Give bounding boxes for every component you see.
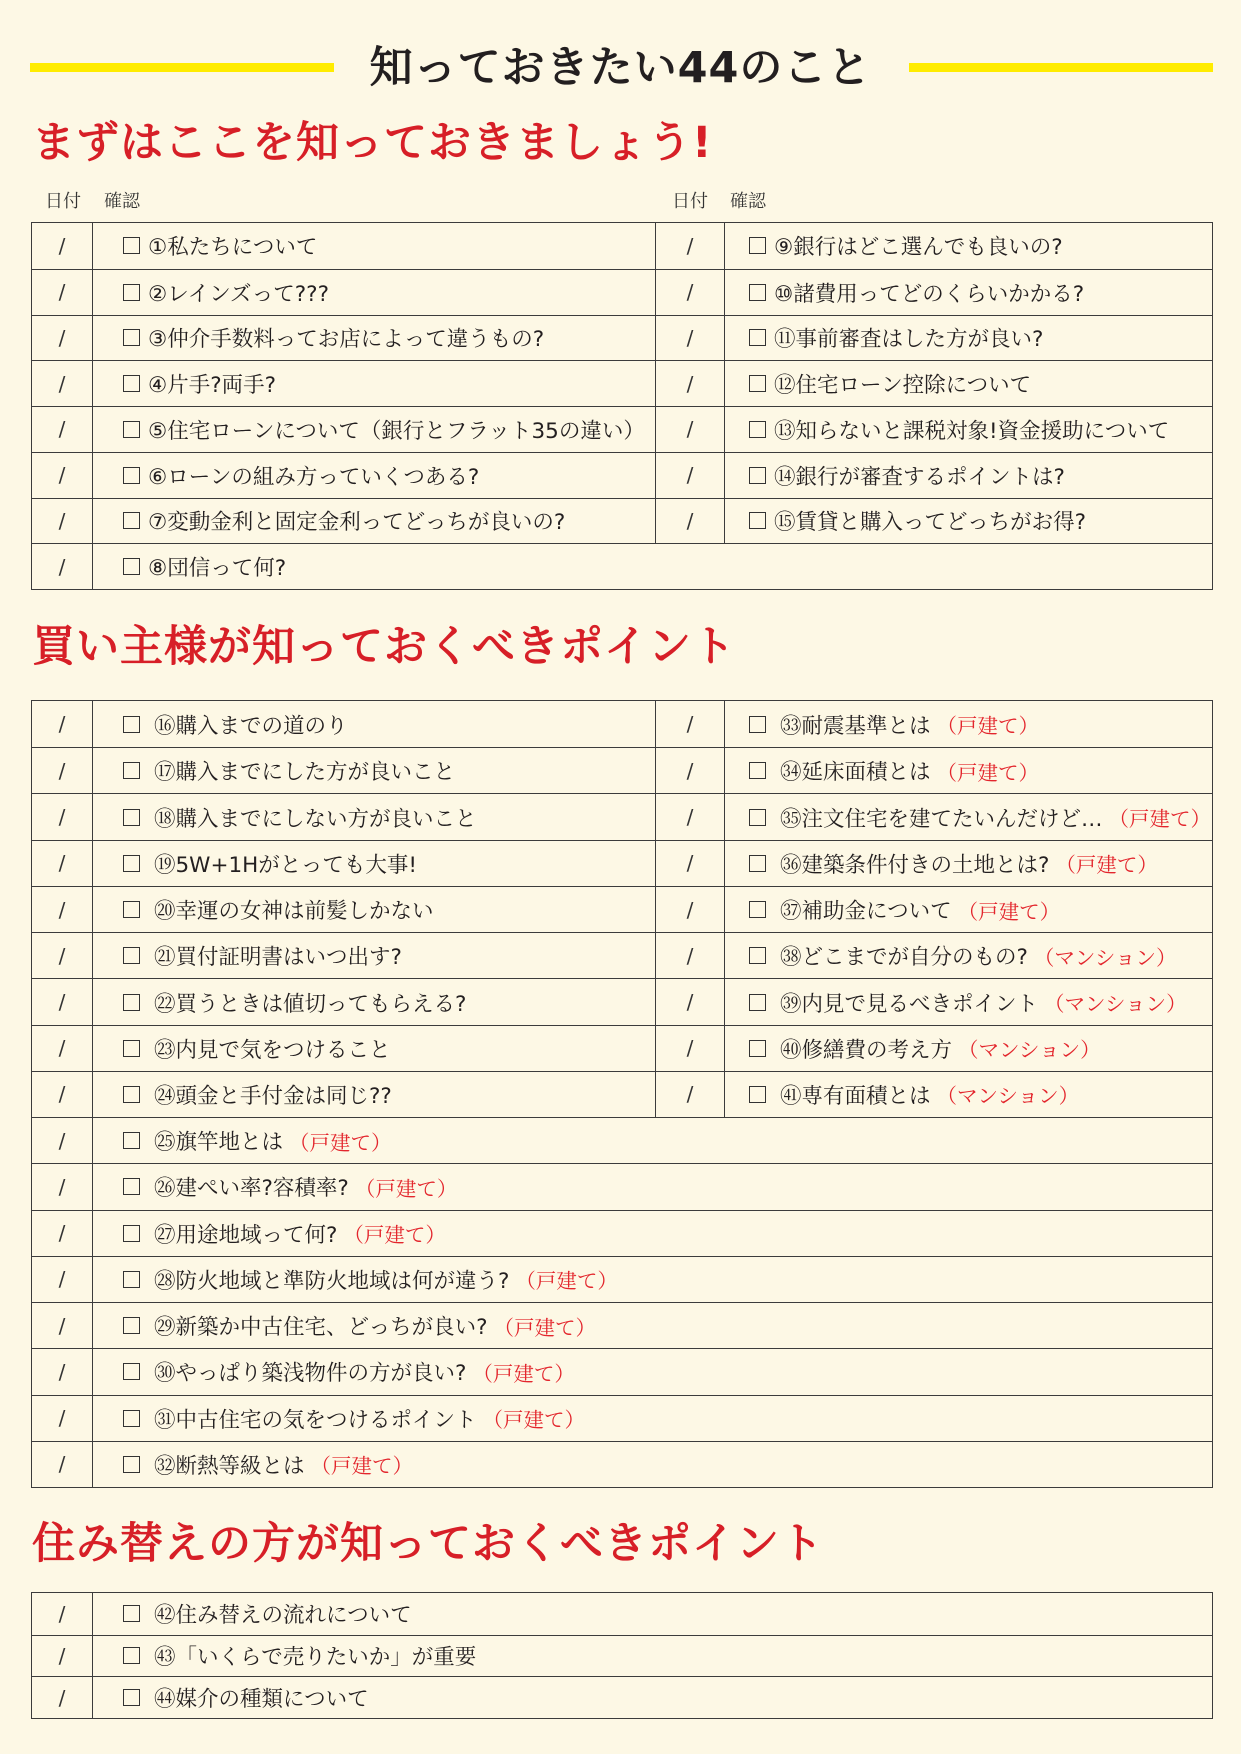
date-cell <box>32 1303 93 1348</box>
date-cell <box>32 887 93 932</box>
item-label: ㊹媒介の種類について <box>154 1687 369 1713</box>
item-label: ㊵修繕費の考え方 <box>780 1037 953 1063</box>
date-cell <box>656 701 725 747</box>
checklist-item <box>93 499 656 544</box>
date-cell <box>32 1026 93 1071</box>
date-slash: / <box>58 233 66 258</box>
date-slash: / <box>686 325 694 350</box>
date-slash: / <box>58 1685 66 1710</box>
checkbox[interactable] <box>749 237 766 254</box>
item-label: ㉚やっぱり築浅物件の方が良い? <box>154 1361 467 1387</box>
checklist-item <box>93 407 656 452</box>
checklist-row <box>32 452 1212 498</box>
item-label: ㉝耐震基準とは <box>780 713 931 739</box>
item-label: ⑦変動金利と固定金利ってどっちが良いの? <box>148 510 566 536</box>
property-type-tag: （戸建て） <box>1055 853 1158 878</box>
item-label: ㉔頭金と手付金は同じ?? <box>154 1083 392 1109</box>
date-slash: / <box>58 1267 66 1292</box>
date-cell <box>32 361 93 406</box>
item-label: ⑩諸費用ってどのくらいかかる? <box>774 281 1085 307</box>
date-column-label: 日付 <box>45 191 81 212</box>
checklist-row <box>32 1025 1212 1071</box>
date-cell <box>656 933 725 978</box>
checklist-row <box>32 1163 1212 1209</box>
item-label: ㉟注文住宅を建てたいんだけど… <box>780 806 1103 832</box>
date-slash: / <box>58 508 66 533</box>
date-slash: / <box>686 1036 694 1061</box>
date-cell <box>32 1677 93 1718</box>
checklist-row <box>32 747 1212 793</box>
checklist-row <box>32 269 1212 315</box>
item-label: ㊴内見で見るべきポイント <box>780 991 1039 1017</box>
checkbox[interactable] <box>123 1647 140 1664</box>
checklist-item <box>725 794 1212 839</box>
checklist-item <box>93 1211 1212 1256</box>
checkbox[interactable] <box>749 901 766 918</box>
item-label: ㉞延床面積とは <box>780 760 931 786</box>
checkbox[interactable] <box>749 284 766 301</box>
check-column-label: 確認 <box>730 191 766 212</box>
date-cell <box>32 407 93 452</box>
checkbox[interactable] <box>123 1363 140 1380</box>
date-slash: / <box>686 990 694 1015</box>
checkbox[interactable] <box>123 762 140 779</box>
date-slash: / <box>686 371 694 396</box>
checklist-item <box>93 1349 1212 1394</box>
checklist-item <box>93 701 656 747</box>
checkbox[interactable] <box>749 994 766 1011</box>
checklist-row <box>32 315 1212 361</box>
checklist-item <box>93 841 656 886</box>
item-label: ⑲5W+1Hがとっても大事! <box>154 852 417 878</box>
item-label: ②レインズって??? <box>148 281 330 307</box>
date-column-label: 日付 <box>672 191 708 212</box>
date-slash: / <box>58 943 66 968</box>
checklist-row <box>32 1635 1212 1677</box>
date-slash: / <box>686 712 694 737</box>
checklist-item <box>725 887 1212 932</box>
checkbox[interactable] <box>749 512 766 529</box>
date-slash: / <box>58 1036 66 1061</box>
date-slash: / <box>58 1221 66 1246</box>
checkbox[interactable] <box>749 716 766 733</box>
checklist-row <box>32 978 1212 1024</box>
date-slash: / <box>686 463 694 488</box>
checklist-item <box>725 841 1212 886</box>
date-slash: / <box>58 371 66 396</box>
date-cell <box>32 1164 93 1209</box>
checklist-row <box>32 406 1212 452</box>
property-type-tag: （マンション） <box>1044 992 1187 1017</box>
checkbox[interactable] <box>123 1689 140 1706</box>
checklist-item <box>93 1026 656 1071</box>
checklist-table-relocation <box>31 1592 1213 1719</box>
checkbox[interactable] <box>749 809 766 826</box>
date-cell <box>656 270 725 315</box>
checkbox[interactable] <box>123 1456 140 1473</box>
checklist-item <box>93 1442 1212 1487</box>
checklist-item <box>725 748 1212 793</box>
property-type-tag: （戸建て） <box>493 1315 596 1340</box>
date-cell <box>32 1257 93 1302</box>
checklist-item <box>93 1396 1212 1441</box>
date-cell <box>32 1442 93 1487</box>
checkbox[interactable] <box>123 1086 140 1103</box>
date-cell <box>32 1118 93 1163</box>
date-slash: / <box>58 712 66 737</box>
checkbox[interactable] <box>749 375 766 392</box>
item-label: ⑥ローンの組み方っていくつある? <box>148 464 480 490</box>
checkbox[interactable] <box>123 421 140 438</box>
section-heading-relocation: 住み替えの方が知っておくべきポイント <box>32 1519 824 1569</box>
date-slash: / <box>686 943 694 968</box>
checkbox[interactable] <box>123 1605 140 1622</box>
item-label: ㉘防火地域と準防火地域は何が違う? <box>154 1268 510 1294</box>
date-cell <box>656 223 725 269</box>
date-slash: / <box>58 1128 66 1153</box>
property-type-tag: （戸建て） <box>936 714 1040 739</box>
property-type-tag: （マンション） <box>958 1038 1101 1063</box>
item-label: ㊲補助金について <box>780 899 952 925</box>
date-slash: / <box>58 280 66 305</box>
date-cell <box>32 1211 93 1256</box>
checkbox[interactable] <box>749 329 766 346</box>
checkbox[interactable] <box>123 1178 140 1195</box>
item-label: ④片手?両手? <box>148 373 277 399</box>
checkbox[interactable] <box>749 855 766 872</box>
item-label: ⑭銀行が審査するポイントは? <box>774 464 1065 490</box>
date-slash: / <box>58 463 66 488</box>
item-label: ③仲介手数料ってお店によって違うもの? <box>148 327 545 353</box>
date-slash: / <box>686 508 694 533</box>
checklist-row <box>32 1676 1212 1718</box>
checklist-row <box>32 840 1212 886</box>
checklist-item <box>93 887 656 932</box>
item-label: ①私たちについて <box>148 235 318 261</box>
date-slash: / <box>58 1082 66 1107</box>
date-slash: / <box>58 758 66 783</box>
date-cell <box>32 933 93 978</box>
date-cell <box>32 1349 93 1394</box>
checklist-row <box>32 1395 1212 1441</box>
item-label: ⑮賃貸と購入ってどっちがお得? <box>774 510 1086 536</box>
checklist-item <box>93 1164 1212 1209</box>
title-rule-right <box>909 63 1213 72</box>
checkbox[interactable] <box>749 947 766 964</box>
checklist-item <box>93 979 656 1024</box>
date-cell <box>32 701 93 747</box>
checkbox[interactable] <box>123 994 140 1011</box>
date-cell <box>32 453 93 498</box>
checklist-item <box>93 316 656 361</box>
date-cell <box>32 1593 93 1635</box>
checklist-item <box>725 316 1212 361</box>
date-cell <box>32 316 93 361</box>
date-cell <box>32 544 93 589</box>
checkbox[interactable] <box>123 809 140 826</box>
date-cell <box>32 1636 93 1677</box>
checklist-item <box>93 1257 1212 1302</box>
item-label: ㉛中古住宅の気をつけるポイント <box>154 1407 477 1433</box>
item-label: ㉑買付証明書はいつ出す? <box>154 945 402 971</box>
checklist-row <box>32 1210 1212 1256</box>
date-cell <box>656 841 725 886</box>
property-type-tag: （戸建て） <box>343 1223 446 1248</box>
date-slash: / <box>58 805 66 830</box>
checklist-item <box>93 1072 656 1117</box>
checklist-item <box>725 979 1212 1024</box>
checklist-item <box>93 1593 1212 1635</box>
item-label: ㊱建築条件付きの土地とは? <box>780 852 1050 878</box>
item-label: ⑱購入までにしない方が良いこと <box>154 806 477 832</box>
item-label: ⑳幸運の女神は前髪しかない <box>154 899 434 925</box>
date-slash: / <box>58 1359 66 1384</box>
checklist-table-buyers <box>31 700 1213 1488</box>
checklist-item <box>93 270 656 315</box>
checkbox[interactable] <box>123 901 140 918</box>
date-slash: / <box>686 758 694 783</box>
checkbox[interactable] <box>123 947 140 964</box>
date-cell <box>656 887 725 932</box>
checklist-item <box>725 701 1212 747</box>
property-type-tag: （戸建て） <box>936 760 1040 785</box>
property-type-tag: （戸建て） <box>354 1176 458 1201</box>
date-slash: / <box>58 990 66 1015</box>
date-slash: / <box>686 1082 694 1107</box>
property-type-tag: （戸建て） <box>310 1454 414 1479</box>
date-slash: / <box>58 1452 66 1477</box>
checkbox[interactable] <box>123 467 140 484</box>
checklist-row <box>32 543 1212 589</box>
date-cell <box>656 748 725 793</box>
checklist-row <box>32 793 1212 839</box>
date-slash: / <box>58 417 66 442</box>
item-label: ㉙新築か中古住宅、どっちが良い? <box>154 1315 488 1341</box>
checkbox[interactable] <box>123 1132 140 1149</box>
item-label: ⑪事前審査はした方が良い? <box>774 327 1044 353</box>
item-label: ⑰購入までにした方が良いこと <box>154 760 456 786</box>
date-cell <box>656 361 725 406</box>
item-label: ⑨銀行はどこ選んでも良いの? <box>774 235 1063 261</box>
checklist-item <box>93 794 656 839</box>
date-slash: / <box>686 851 694 876</box>
checkbox[interactable] <box>749 421 766 438</box>
checklist-item <box>725 1026 1212 1071</box>
checkbox[interactable] <box>123 1225 140 1242</box>
property-type-tag: （戸建て） <box>472 1361 575 1386</box>
item-label: ㉖建ぺい率?容積率? <box>154 1176 349 1202</box>
item-label: ㉒買うときは値切ってもらえる? <box>154 991 467 1017</box>
checkbox[interactable] <box>123 716 140 733</box>
section-heading-basics: まずはここを知っておきましょう! <box>32 118 713 168</box>
item-label: ㉓内見で気をつけること <box>154 1037 391 1063</box>
property-type-tag: （マンション） <box>1033 945 1177 970</box>
date-slash: / <box>686 280 694 305</box>
item-label: ㊶専有面積とは <box>780 1083 931 1109</box>
date-slash: / <box>686 233 694 258</box>
date-slash: / <box>686 805 694 830</box>
item-label: ㊷住み替えの流れについて <box>154 1603 412 1629</box>
date-cell <box>656 453 725 498</box>
item-label: ⑧団信って何? <box>148 556 287 582</box>
date-cell <box>656 1026 725 1071</box>
date-cell <box>32 748 93 793</box>
checklist-row <box>32 1256 1212 1302</box>
date-slash: / <box>58 897 66 922</box>
date-cell <box>32 270 93 315</box>
checkbox[interactable] <box>123 1271 140 1288</box>
checklist-item <box>93 361 656 406</box>
checklist-row <box>32 223 1212 269</box>
date-cell <box>656 979 725 1024</box>
checkbox[interactable] <box>749 1040 766 1057</box>
date-cell <box>32 979 93 1024</box>
checklist-item <box>725 223 1212 269</box>
checklist-table-basics <box>31 222 1213 590</box>
checklist-item <box>93 933 656 978</box>
date-slash: / <box>686 897 694 922</box>
date-slash: / <box>58 1406 66 1431</box>
date-cell <box>32 1396 93 1441</box>
item-label: ㉕旗竿地とは <box>154 1130 284 1156</box>
property-type-tag: （戸建て） <box>957 899 1061 924</box>
checklist-row <box>32 1117 1212 1163</box>
checkbox[interactable] <box>749 762 766 779</box>
checkbox[interactable] <box>123 558 140 575</box>
date-slash: / <box>58 325 66 350</box>
date-slash: / <box>58 1174 66 1199</box>
checkbox[interactable] <box>123 855 140 872</box>
property-type-tag: （戸建て） <box>1108 807 1212 832</box>
checkbox[interactable] <box>123 329 140 346</box>
date-cell <box>32 794 93 839</box>
checklist-row <box>32 932 1212 978</box>
checklist-item <box>93 223 656 269</box>
checklist-item <box>93 748 656 793</box>
checklist-item <box>93 1118 1212 1163</box>
checklist-item <box>725 407 1212 452</box>
page-title: 知っておきたい44のこと <box>369 43 872 93</box>
date-slash: / <box>58 1601 66 1626</box>
item-label: ㊳どこまでが自分のもの? <box>780 945 1028 971</box>
check-column-label: 確認 <box>104 191 140 212</box>
checklist-item <box>93 453 656 498</box>
item-label: ⑬知らないと課税対象!資金援助について <box>774 418 1170 444</box>
checklist-item <box>93 1636 1212 1677</box>
item-label: ⑯購入までの道のり <box>154 713 348 739</box>
checklist-row <box>32 886 1212 932</box>
date-slash: / <box>686 417 694 442</box>
checklist-row <box>32 701 1212 747</box>
checklist-item <box>725 361 1212 406</box>
date-cell <box>656 1072 725 1117</box>
checklist-item <box>93 1303 1212 1348</box>
date-cell <box>32 841 93 886</box>
checklist-item <box>725 270 1212 315</box>
date-cell <box>32 223 93 269</box>
date-cell <box>32 499 93 544</box>
checklist-row <box>32 498 1212 544</box>
checkbox[interactable] <box>123 1317 140 1334</box>
checklist-item <box>93 544 1212 589</box>
property-type-tag: （マンション） <box>936 1084 1080 1109</box>
checklist-row <box>32 1348 1212 1394</box>
checklist-row <box>32 1593 1212 1635</box>
checklist-row <box>32 360 1212 406</box>
date-slash: / <box>58 1643 66 1668</box>
date-cell <box>656 794 725 839</box>
property-type-tag: （戸建て） <box>482 1408 586 1433</box>
item-label: ㊸「いくらで売りたいか」が重要 <box>154 1645 477 1671</box>
checkbox[interactable] <box>749 1086 766 1103</box>
checklist-item <box>725 1072 1212 1117</box>
checkbox[interactable] <box>123 284 140 301</box>
checkbox[interactable] <box>123 1040 140 1057</box>
checklist-item <box>725 453 1212 498</box>
checkbox[interactable] <box>749 467 766 484</box>
item-label: ⑫住宅ローン控除について <box>774 373 1032 399</box>
date-cell <box>656 407 725 452</box>
section-heading-buyers: 買い主様が知っておくべきポイント <box>32 622 736 672</box>
checkbox[interactable] <box>123 512 140 529</box>
date-cell <box>656 316 725 361</box>
checklist-item <box>725 933 1212 978</box>
date-cell <box>32 1072 93 1117</box>
item-label: ㉗用途地域って何? <box>154 1222 338 1248</box>
checkbox[interactable] <box>123 375 140 392</box>
checkbox[interactable] <box>123 237 140 254</box>
date-slash: / <box>58 851 66 876</box>
checkbox[interactable] <box>123 1410 140 1427</box>
date-cell <box>656 499 725 544</box>
property-type-tag: （戸建て） <box>289 1130 392 1155</box>
checklist-row <box>32 1302 1212 1348</box>
item-label: ㉜断熱等級とは <box>154 1453 305 1479</box>
date-slash: / <box>58 554 66 579</box>
date-slash: / <box>58 1313 66 1338</box>
item-label: ⑤住宅ローンについて（銀行とフラット35の違い） <box>148 418 645 444</box>
property-type-tag: （戸建て） <box>515 1269 618 1294</box>
checklist-row <box>32 1071 1212 1117</box>
checklist-item <box>93 1677 1212 1718</box>
checklist-item <box>725 499 1212 544</box>
checklist-row <box>32 1441 1212 1487</box>
